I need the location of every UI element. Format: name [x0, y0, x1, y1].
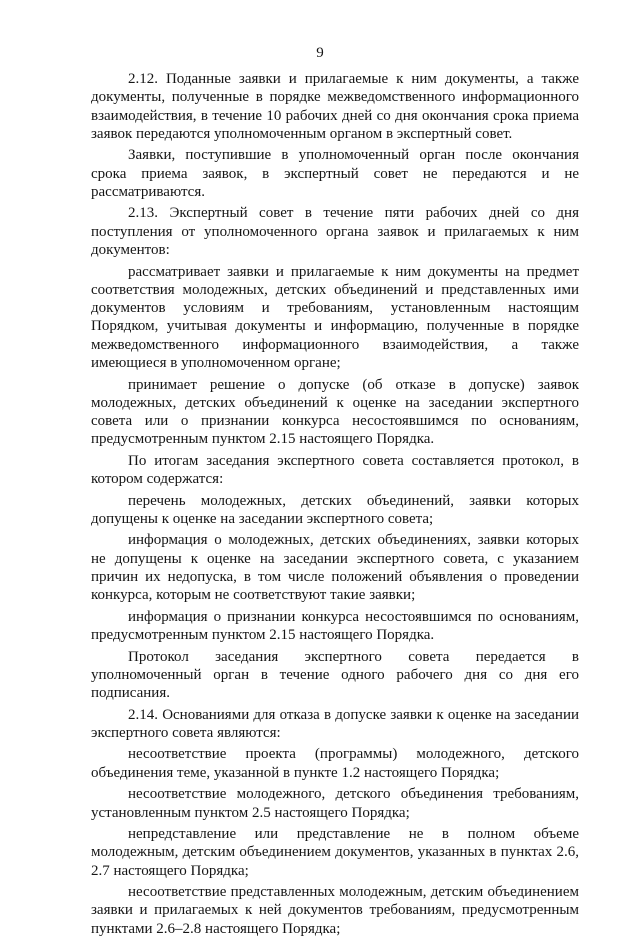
paragraph: несоответствие молодежного, детского объединения требованиям, установленным пунктом 2.5 настоящего Порядка;: [91, 786, 579, 821]
paragraph: принимает решение о допуске (об отказе в допуске) заявок молодежных, детских объединений к оценке на заседании экспертного совета или о признании конкурса несостоявшимся по основаниям, предусмотренным пунктом 2.15 настоящего Порядка.: [91, 376, 579, 448]
paragraph: несоответствие представленных молодежным, детским объединением заявки и прилагаемых к ней документов требованиям, предусмотренным пунктами 2.6–2.8 настоящего Порядка;: [91, 884, 579, 937]
paragraph: 2.12. Поданные заявки и прилагаемые к ним документы, а также документы, полученные в порядке межведомственного информационного взаимодействия, в течение 10 рабочих дней со дня окончания срока приема заявок передаются уполномоченным органом в экспертный совет.: [91, 71, 579, 142]
document-body: [91, 70, 579, 941]
paragraph: рассматривает заявки и прилагаемые к ним документы на предмет соответствия молодежных, детских объединений и представленных ими документов условиям и требованиям, установленным настоящим Порядком, учитывая документы и информацию, полученные в порядке межведомственного информационного взаимодействия, а также имеющиеся в уполномоченном органе;: [91, 263, 579, 372]
paragraph: информация о признании конкурса несостоявшимся по основаниям, предусмотренным пунктом 2.15 настоящего Порядка.: [91, 608, 579, 644]
paragraph: По итогам заседания экспертного совета составляется протокол, в котором содержатся:: [91, 452, 579, 488]
paragraph: Протокол заседания экспертного совета передается в уполномоченный орган в течение одного рабочего дня со дня его подписания.: [91, 648, 579, 702]
paragraph: непредставление или представление не в полном объеме молодежным, детским объединением документов, указанных в пунктах 2.6, 2.7 настоящего Порядка;: [91, 826, 579, 879]
paragraph: информация о молодежных, детских объединениях, заявки которых не допущены к оценке на заседании экспертного совета, с указанием причин их недопуска, в том числе положений объявления о проведении конкурса, которым не соответствуют такие заявки;: [91, 532, 579, 604]
paragraph: Заявки, поступившие в уполномоченный орган после окончания срока приема заявок, в экспертный совет не передаются и не рассматриваются.: [91, 147, 579, 200]
page-number: 9: [316, 45, 324, 61]
paragraph: несоответствие проекта (программы) молодежного, детского объединения теме, указанной в пункте 1.2 настоящего Порядка;: [91, 746, 579, 781]
paragraph: перечень молодежных, детских объединений, заявки которых допущены к оценке на заседании экспертного совета;: [91, 492, 579, 527]
paragraph: 2.14. Основаниями для отказа в допуске заявки к оценке на заседании экспертного совета являются:: [91, 706, 579, 741]
paragraph: 2.13. Экспертный совет в течение пяти рабочих дней со дня поступления от уполномоченного органа заявок и прилагаемых к ним документов:: [91, 205, 579, 259]
